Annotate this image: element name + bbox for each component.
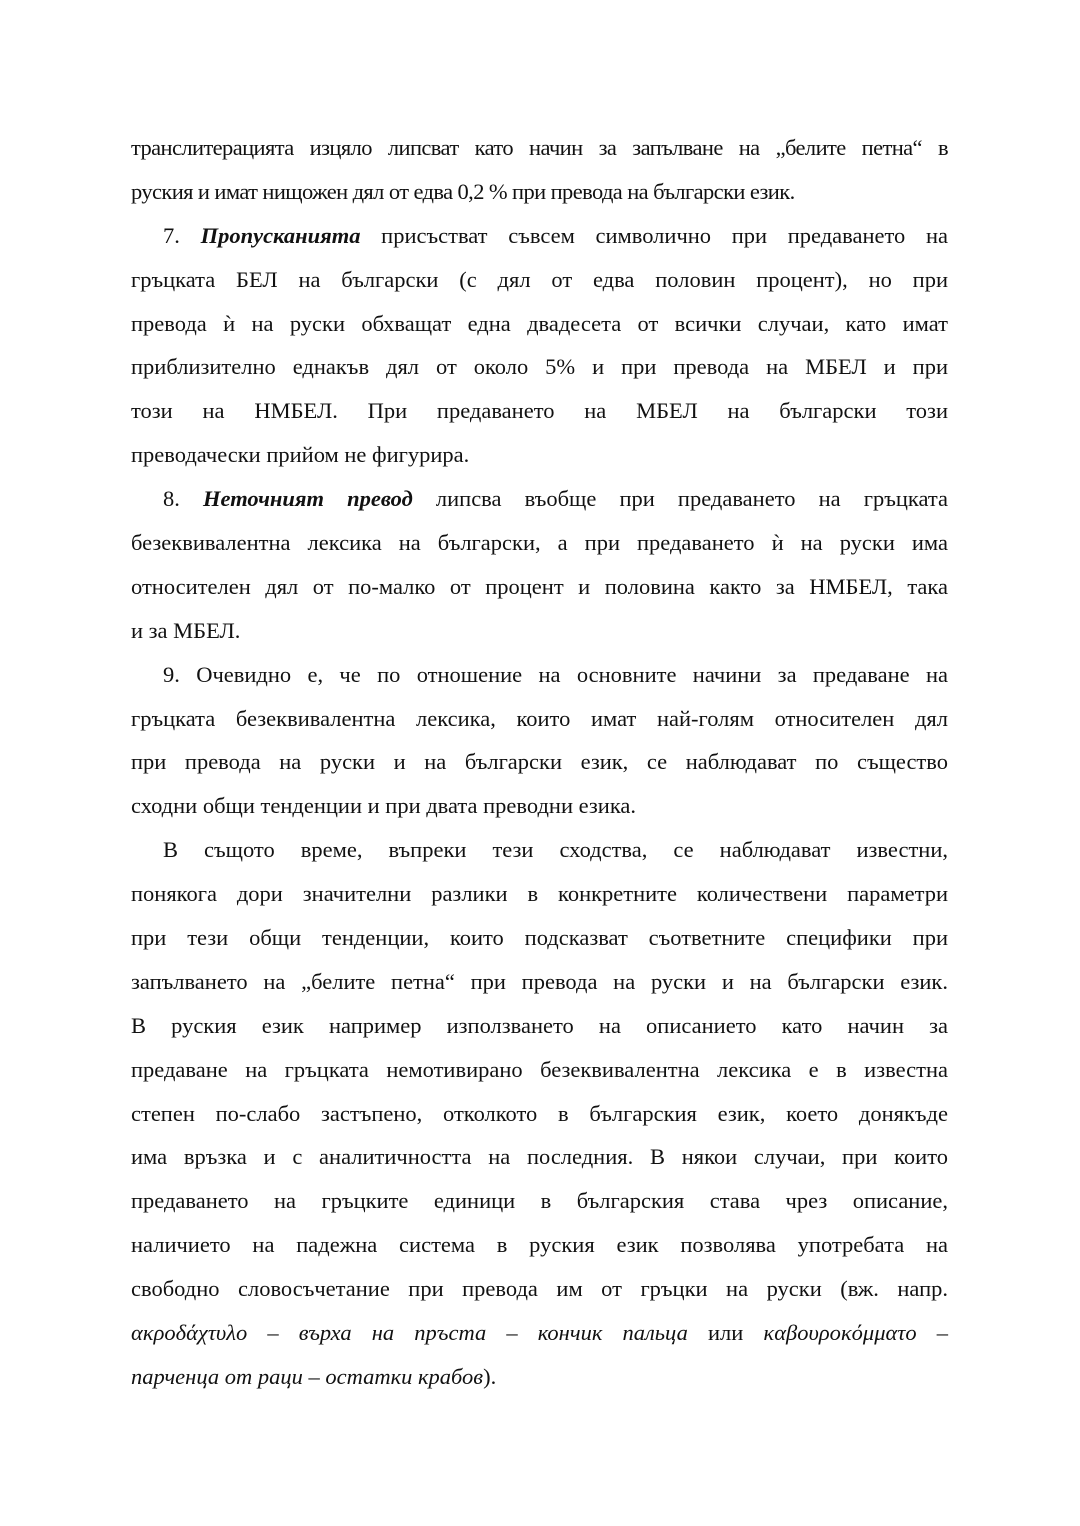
text-line — [131, 1135, 948, 1179]
text-run: има връзка и с аналитичността на последния. В някои случаи, при които — [131, 1144, 948, 1170]
text-run: преводачески прийом не фигурира. — [131, 442, 470, 468]
document-page — [131, 126, 948, 1399]
emphasized-term: Неточният превод — [203, 486, 413, 512]
text-line — [131, 1048, 948, 1092]
text-line — [131, 828, 948, 872]
text-run: сходни общи тенденции и при двата преводни езика. — [131, 793, 637, 819]
text-line — [131, 433, 948, 477]
text-run: запълването на „белите петна“ при превода на руски и на български език. — [131, 968, 948, 994]
text-run: при тези общи тенденции, които подсказват съответните специфики при — [131, 925, 948, 951]
text-run: или — [687, 1320, 764, 1346]
text-line — [131, 1311, 948, 1355]
text-line — [131, 302, 948, 346]
text-run: безеквивалентна лексика на български, а при предаването ѝ на руски има — [131, 530, 948, 556]
text-line — [131, 126, 948, 170]
text-run: транслитерацията изцяло липсват като начин за запълване на „белите петна“ в — [131, 135, 948, 160]
text-line — [131, 1092, 948, 1136]
text-run: 7. — [163, 222, 201, 248]
emphasized-term: Пропусканията — [200, 222, 361, 248]
text-run: гръцката безеквивалентна лексика, които имат най-голям относителен дял — [131, 705, 948, 731]
text-run: предаването на гръцките единици в българския става чрез описание, — [131, 1188, 948, 1214]
text-run: този на НМБЕЛ. При предаването на МБЕЛ на български този — [131, 398, 948, 424]
paragraph — [131, 477, 948, 653]
text-run: при превода на руски и на български език, се наблюдават по същество — [131, 749, 948, 775]
text-run: 9. Очевидно е, че по отношение на основните начини за предаване на — [163, 661, 948, 687]
text-line — [131, 521, 948, 565]
text-line — [131, 916, 948, 960]
text-run: 8. — [163, 486, 204, 512]
text-run: предаване на гръцката немотивирано безеквивалентна лексика е в известна — [131, 1056, 948, 1082]
text-line — [131, 258, 948, 302]
text-run: липсва въобще при предаването на гръцката — [412, 486, 949, 512]
paragraph — [131, 126, 948, 214]
text-line — [131, 389, 948, 433]
text-run: свободно словосъчетание при превода им от гръцки на руски (вж. напр. — [131, 1276, 948, 1302]
text-line — [131, 784, 948, 828]
text-run: присъстват съвсем символично при предаването на — [360, 222, 949, 248]
text-run: наличието на падежна система в руския език позволява употребата на — [131, 1232, 948, 1258]
text-run: приблизително еднакъв дял от около 5% и при превода на МБЕЛ и при — [131, 354, 948, 380]
text-run: относителен дял от по-малко от процент и половина както за НМБЕЛ, така — [131, 573, 948, 599]
text-line — [131, 740, 948, 784]
text-run: степен по-слабо застъпено, отколкото в българския език, което донякъде — [131, 1100, 948, 1126]
text-run: и за МБЕЛ. — [131, 617, 241, 643]
text-run: руския и имат нищожен дял от едва 0,2 % при превода на български език. — [131, 178, 795, 204]
text-line — [131, 1004, 948, 1048]
text-line — [131, 697, 948, 741]
text-run: В същото време, въпреки тези сходства, се наблюдават известни, — [163, 837, 948, 863]
text-line — [131, 653, 948, 697]
text-line — [131, 345, 948, 389]
text-run: понякога дори значителни разлики в конкретните количествени параметри — [131, 881, 948, 907]
text-line — [131, 565, 948, 609]
text-line — [131, 609, 948, 653]
text-line — [131, 1179, 948, 1223]
text-run: превода ѝ на руски обхващат една двадесета от всички случаи, като имат — [131, 310, 948, 336]
italic-example: καβουροκόμματο – — [763, 1320, 949, 1346]
text-line — [131, 214, 948, 258]
text-line — [131, 1223, 948, 1267]
text-line — [131, 1355, 948, 1399]
paragraph — [131, 828, 948, 1399]
text-line — [131, 170, 948, 214]
paragraph — [131, 214, 948, 477]
text-line — [131, 1267, 948, 1311]
text-run: ). — [483, 1363, 497, 1389]
text-line — [131, 477, 948, 521]
text-run: В руския език например използването на описанието като начин за — [131, 1012, 948, 1038]
text-line — [131, 960, 948, 1004]
italic-example: парченца от раци – остатки крабов — [131, 1363, 484, 1389]
italic-example: ακροδάχτυλο – върха на пръста – кончик пальца — [131, 1320, 688, 1346]
text-run: гръцката БЕЛ на български (с дял от едва половин процент), но при — [131, 266, 948, 292]
text-line — [131, 872, 948, 916]
paragraph — [131, 653, 948, 829]
